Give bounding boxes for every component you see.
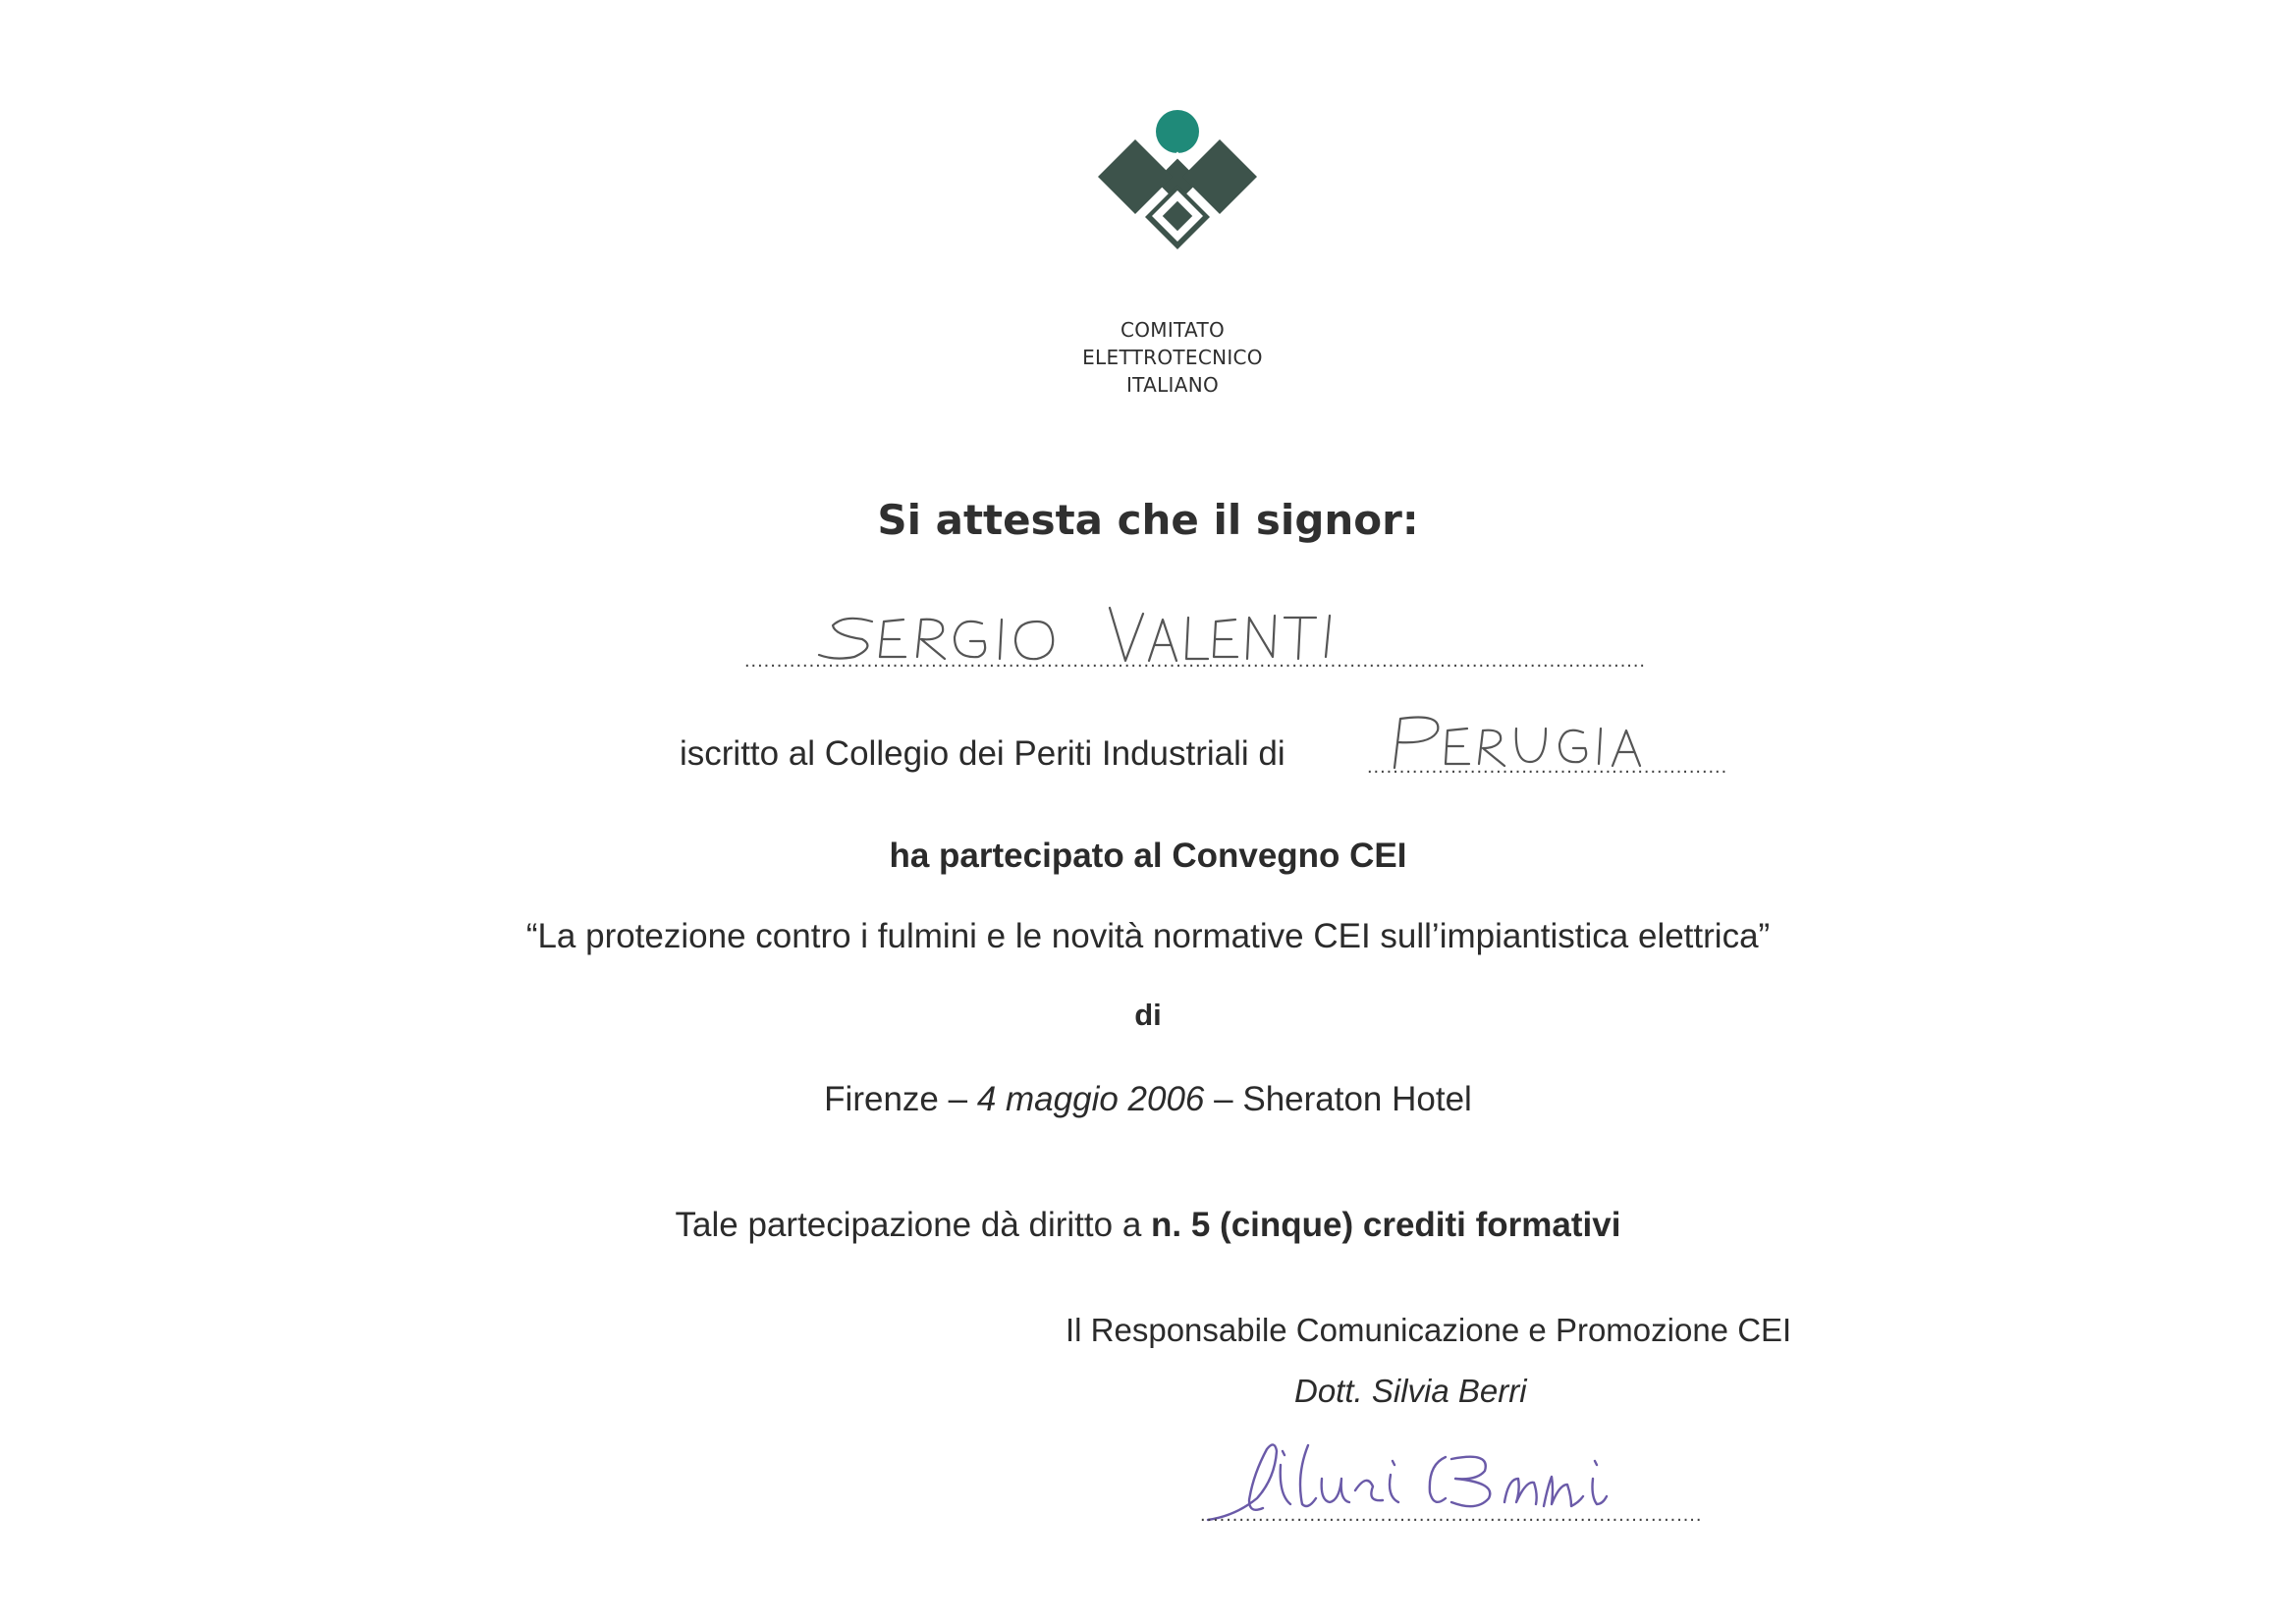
recipient-dotted-line: ............................................................................................................................................ <box>744 650 1646 672</box>
event-location-date <box>657 1080 1639 1119</box>
signatory-name: Dott. Silvia Berri <box>1294 1373 1527 1409</box>
event-date: 4 maggio 2006 <box>976 1080 1205 1118</box>
event-location: Firenze <box>824 1080 939 1118</box>
signature-dotted-line: .............................................................................. <box>1200 1504 1703 1526</box>
organization-name-line-2: ELETTROTECNICO <box>1082 346 1263 369</box>
di-connector: di <box>1134 998 1162 1032</box>
participation-text: ha partecipato al Convegno CEI <box>889 837 1407 875</box>
credits-prefix: Tale partecipazione dà diritto a <box>675 1206 1142 1244</box>
signatory-role: Il Responsabile Comunicazione e Promozione CEI <box>1066 1312 1792 1348</box>
organization-name-line-3: ITALIANO <box>1125 373 1220 397</box>
event-venue: Sheraton Hotel <box>1242 1080 1472 1118</box>
organization-name-line-1: COMITATO <box>1120 318 1225 342</box>
location-dash: – <box>948 1080 968 1118</box>
college-dotted-line: ........................................................ <box>1367 756 1728 778</box>
cei-diamond-logo-icon <box>1065 108 1290 255</box>
college-text: iscritto al Collegio dei Periti Industriali di <box>680 734 1285 773</box>
credits-amount: n. 5 (cinque) crediti formativi <box>1151 1206 1621 1244</box>
venue-dash: – <box>1214 1080 1233 1118</box>
event-title: “La protezione contro i fulmini e le novità normative CEI sull’impiantistica elettrica” <box>525 917 1771 955</box>
credits-statement <box>461 1206 1835 1245</box>
certificate-heading: Si attesta che il signor: <box>877 496 1419 544</box>
